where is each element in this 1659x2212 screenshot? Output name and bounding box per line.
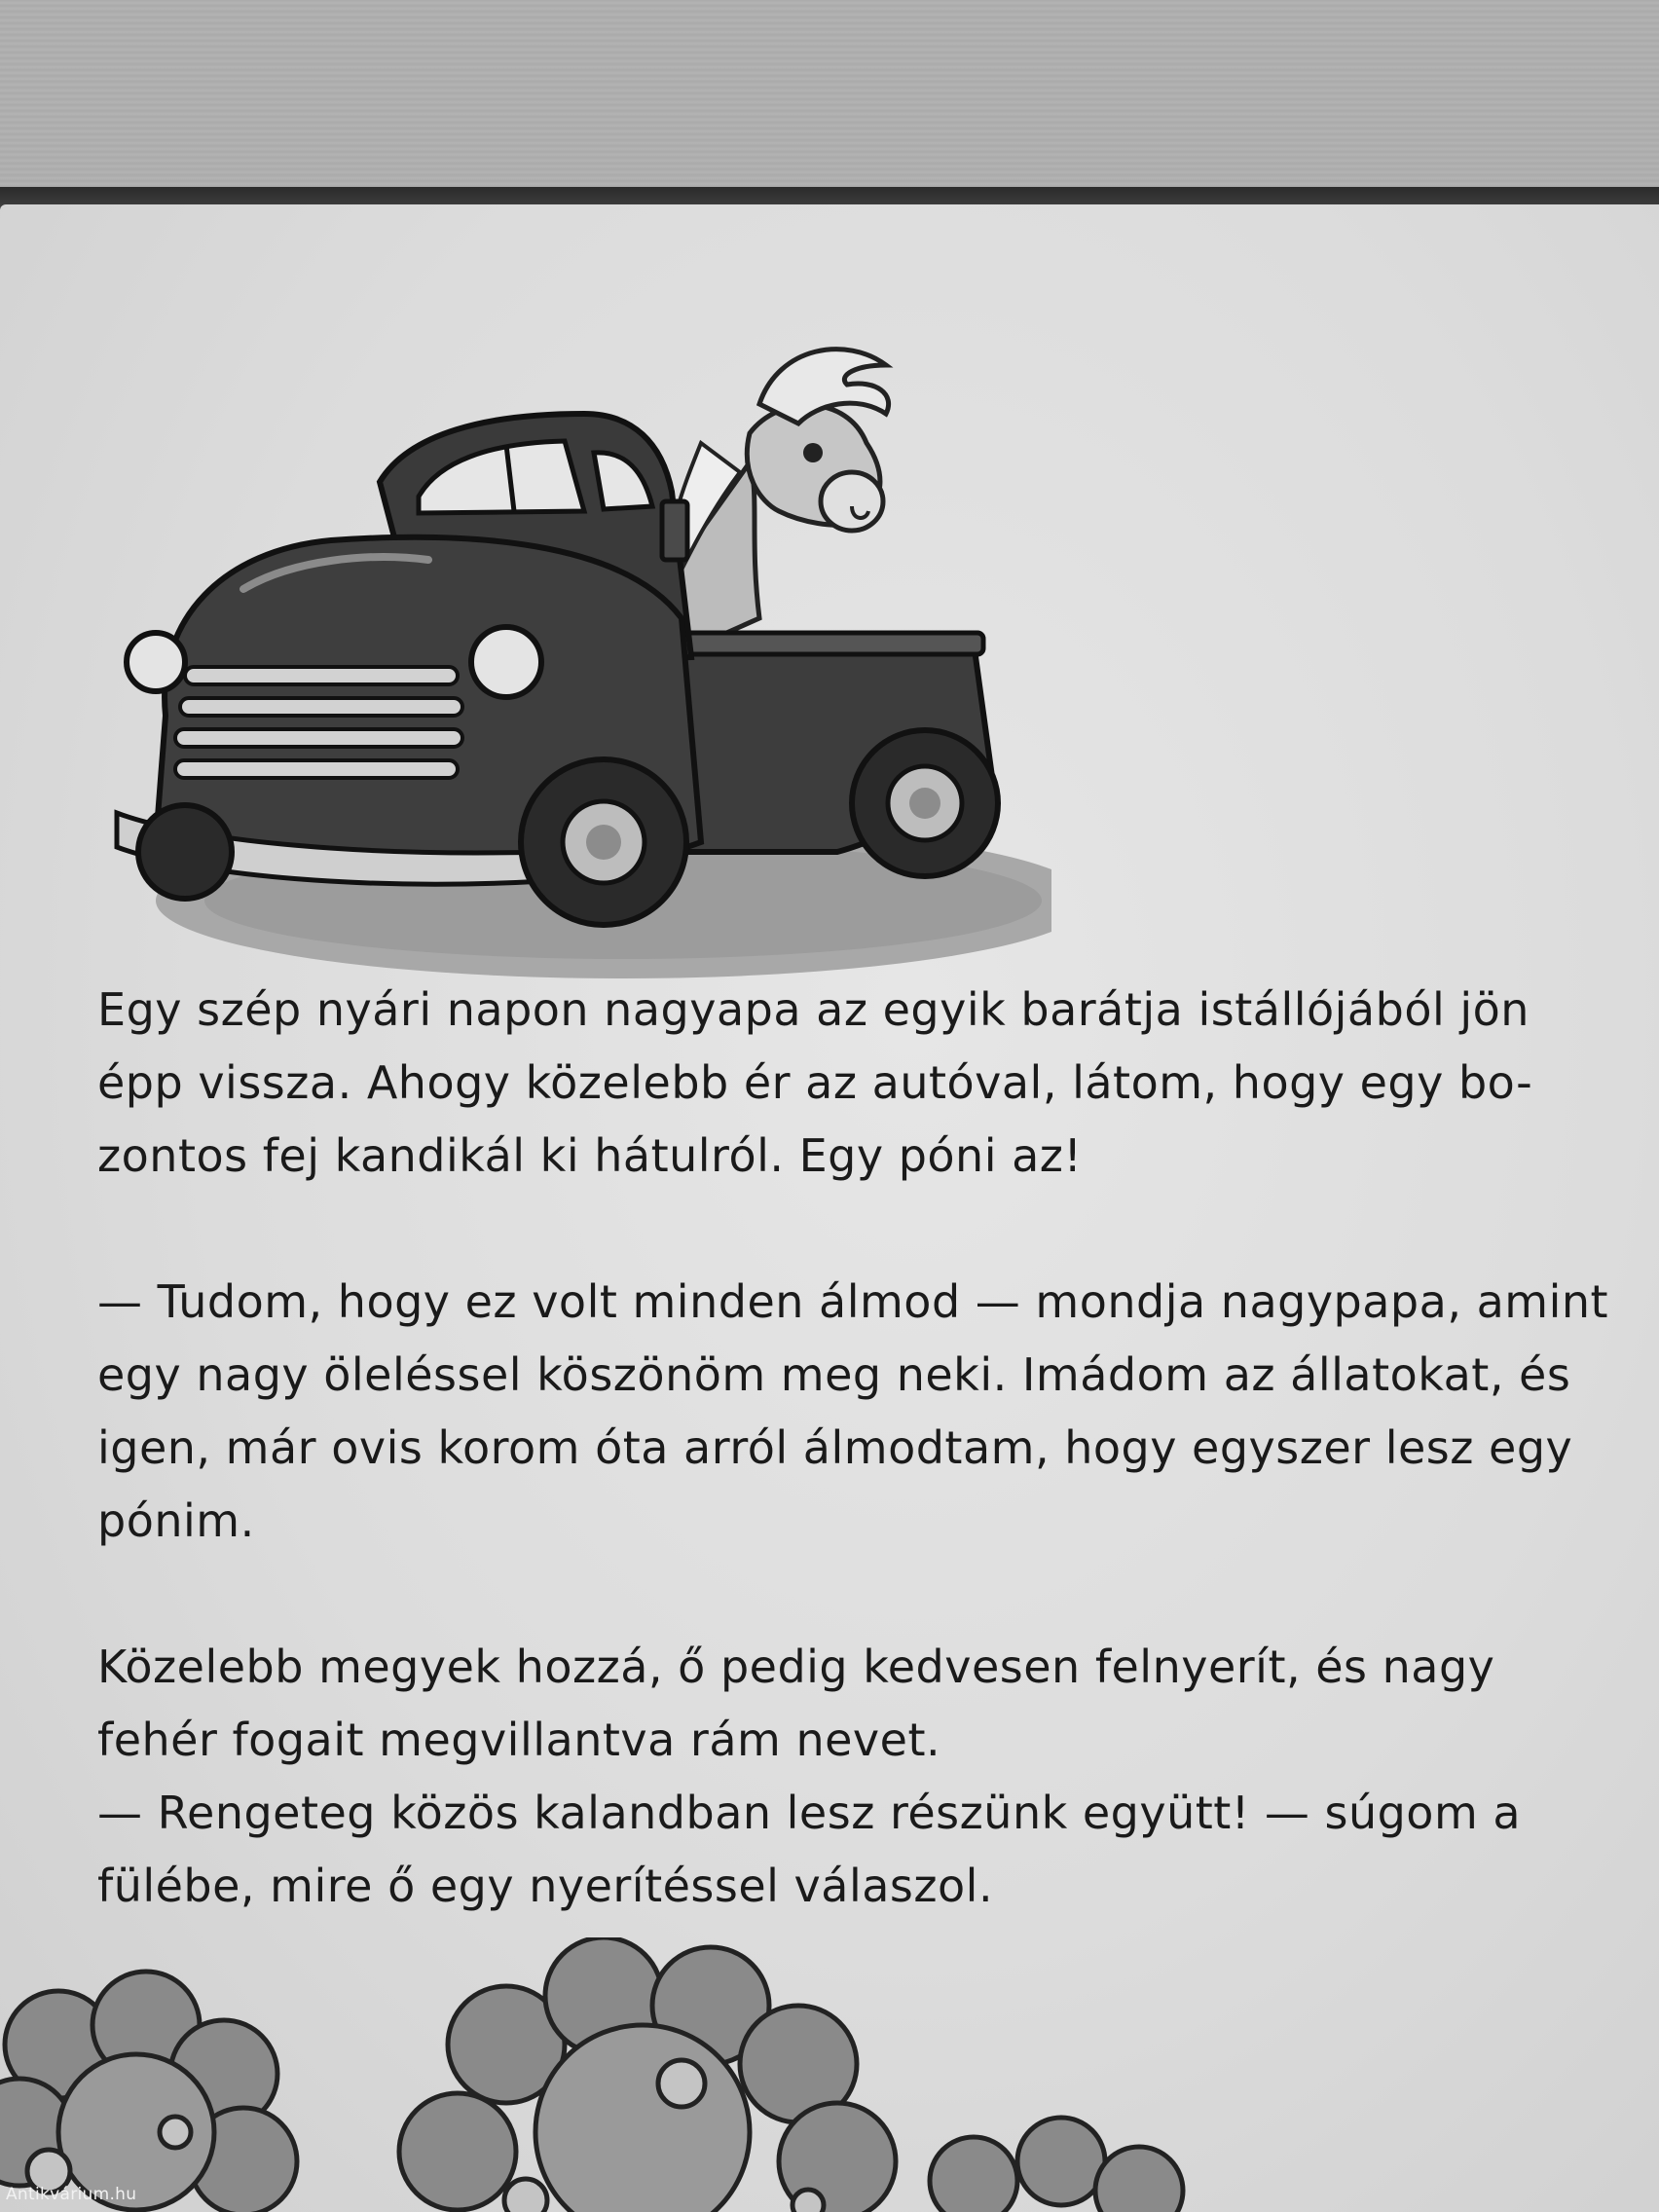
text-line: egy nagy öleléssel köszönöm meg neki. Imádom az állatokat, és xyxy=(97,1348,1571,1401)
flower-left xyxy=(0,1972,297,2212)
story-text xyxy=(97,974,1609,1996)
text-line: — Tudom, hogy ez volt minden álmod — mondja nagypapa, amint xyxy=(97,1275,1609,1328)
text-line: fehér fogait megvillantva rám nevet. xyxy=(97,1714,941,1766)
paragraph xyxy=(97,1266,1609,1558)
text-line: fülébe, mire ő egy nyerítéssel válaszol. xyxy=(97,1860,994,1912)
headlight-left xyxy=(127,633,185,691)
truck-pony-illustration xyxy=(78,297,1051,978)
book-page xyxy=(0,204,1659,2212)
text-line: zontos fej kandikál ki hátulról. Egy póni az! xyxy=(97,1129,1083,1182)
text-line: Közelebb megyek hozzá, ő pedig kedvesen felnyerít, és nagy xyxy=(97,1641,1495,1693)
flower-decoration xyxy=(0,1937,1659,2212)
pony xyxy=(668,350,888,657)
text-line: épp vissza. Ahogy közelebb ér az autóval, látom, hogy egy bo- xyxy=(97,1056,1533,1109)
flower-right xyxy=(930,2118,1183,2212)
text-line: pónim. xyxy=(97,1494,255,1547)
table-surface xyxy=(0,0,1659,204)
headlight-right xyxy=(471,627,541,697)
paragraph xyxy=(97,974,1567,1193)
text-line: Egy szép nyári napon nagyapa az egyik barátja istállójából jön xyxy=(97,983,1530,1036)
paragraph xyxy=(97,1631,1567,1923)
text-line: igen, már ovis korom óta arról álmodtam, hogy egyszer lesz egy xyxy=(97,1421,1573,1474)
watermark: Antikvárium.hu xyxy=(6,2185,137,2204)
text-line: — Rengeteg közös kalandban lesz részünk együtt! — súgom a xyxy=(97,1787,1522,1839)
flower-center xyxy=(399,1937,896,2212)
